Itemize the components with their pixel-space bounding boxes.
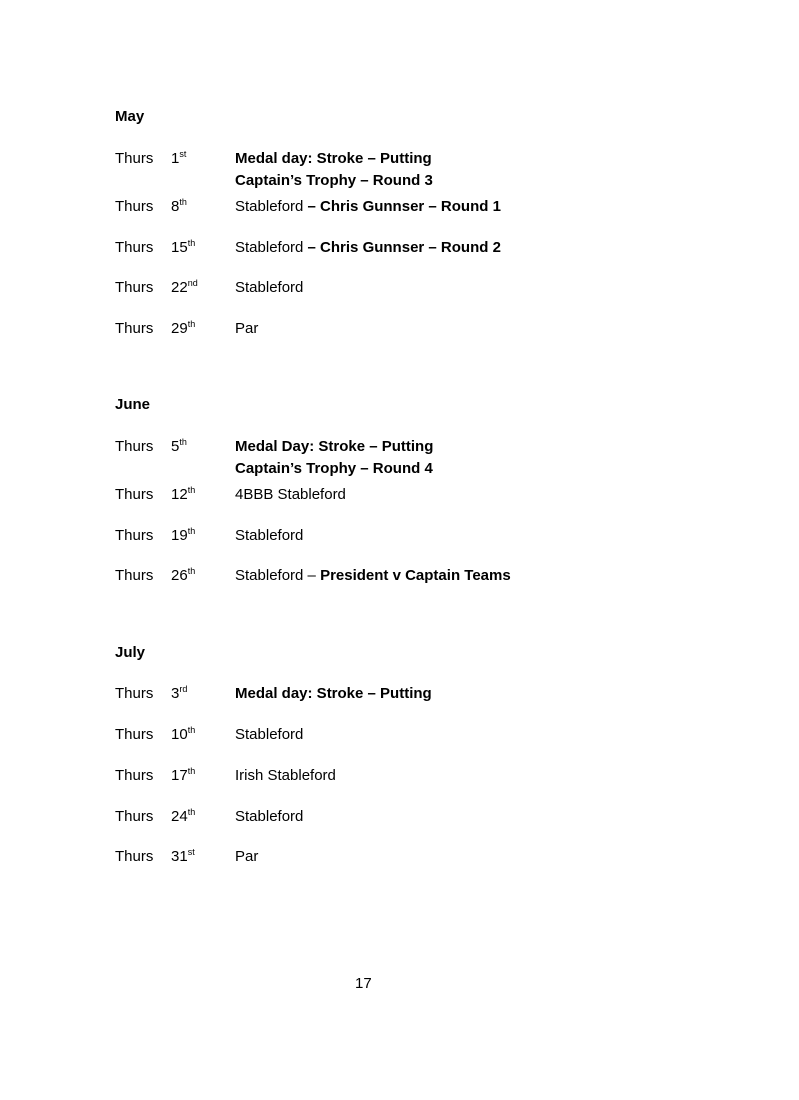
event-description: Stableford [235, 279, 304, 296]
date-label: 15th [171, 238, 196, 256]
date-label: 1st [171, 149, 187, 167]
event-description: Stableford – President v Captain Teams [235, 567, 511, 584]
month-heading-may: May [115, 108, 145, 125]
date-label: 5th [171, 437, 187, 455]
day-label: Thurs [115, 438, 154, 455]
event-description: Par [235, 320, 259, 337]
event-description: 4BBB Stableford [235, 486, 346, 503]
date-label: 12th [171, 485, 196, 503]
date-label: 10th [171, 725, 196, 743]
date-label: 29th [171, 319, 196, 337]
day-label: Thurs [115, 486, 154, 503]
date-label: 8th [171, 197, 187, 215]
event-description: Medal Day: Stroke – Putting Captain’s Trophy – Round 4 [235, 438, 434, 477]
day-label: Thurs [115, 726, 154, 743]
day-label: Thurs [115, 767, 154, 784]
day-label: Thurs [115, 808, 154, 825]
month-heading-july: July [115, 644, 146, 661]
day-label: Thurs [115, 848, 154, 865]
event-description: Stableford – Chris Gunnser – Round 1 [235, 198, 501, 215]
day-label: Thurs [115, 279, 154, 296]
day-label: Thurs [115, 567, 154, 584]
date-label: 22nd [171, 278, 198, 296]
date-label: 17th [171, 766, 196, 784]
event-description: Stableford – Chris Gunnser – Round 2 [235, 239, 501, 256]
page-number: 17 [355, 975, 372, 992]
date-label: 19th [171, 526, 196, 544]
event-description: Stableford [235, 726, 304, 743]
day-label: Thurs [115, 527, 154, 544]
day-label: Thurs [115, 685, 154, 702]
event-description: Medal day: Stroke – Putting [235, 685, 432, 702]
event-description: Stableford [235, 527, 304, 544]
event-description: Irish Stableford [235, 767, 336, 784]
day-label: Thurs [115, 320, 154, 337]
day-label: Thurs [115, 150, 154, 167]
day-label: Thurs [115, 198, 154, 215]
month-heading-june: June [115, 396, 151, 413]
date-label: 3rd [171, 684, 188, 702]
date-label: 26th [171, 566, 196, 584]
event-description: Stableford [235, 808, 304, 825]
date-label: 31st [171, 847, 195, 865]
day-label: Thurs [115, 239, 154, 256]
event-description: Medal day: Stroke – Putting Captain’s Trophy – Round 3 [235, 150, 433, 189]
event-description: Par [235, 848, 259, 865]
date-label: 24th [171, 807, 196, 825]
